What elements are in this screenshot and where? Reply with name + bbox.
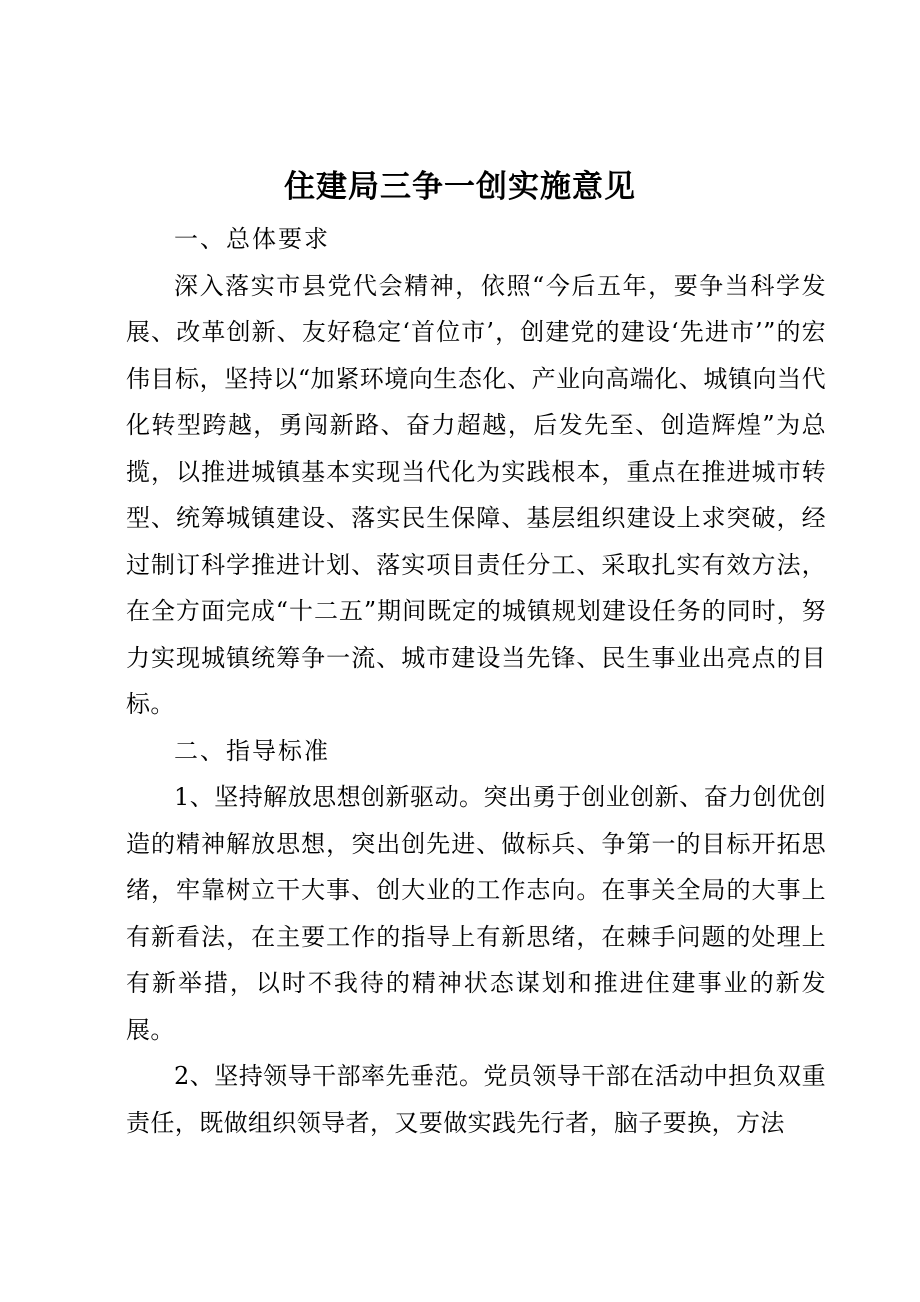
document-body	[126, 216, 826, 1146]
paragraph-item-2: 2、坚持领导干部率先垂范。党员领导干部在活动中担负双重责任，既做组织领导者，又要做实践先行者，脑子要换，方法	[126, 1062, 826, 1137]
section-heading-overall-requirements: 一、总体要求	[174, 225, 330, 253]
paragraph-item-1: 1、坚持解放思想创新驱动。突出勇于创业创新、奋力创优创造的精神解放思想，突出创先进、做标兵、争第一的目标开拓思绪，牢靠树立干大事、创大业的工作志向。在事关全局的大事上有新看法，在主要工作的指导上有新思绪，在棘手问题的处理上有新举措，以时不我待的精神状态谋划和推进住建事业的新发展。	[126, 783, 826, 1044]
section-heading-guiding-standards: 二、指导标准	[174, 736, 330, 765]
paragraph-overall-requirements: 深入落实市县党代会精神，依照“今后五年，要争当科学发展、改革创新、友好稳定‘首位市’，创建党的建设‘先进市’”的宏伟目标，坚持以“加紧环境向生态化、产业向高端化、城镇向当代化转型跨越，勇闯新路、奋力超越，后发先至、创造辉煌”为总揽，以推进城镇基本实现当代化为实践根本，重点在推进城市转型、统筹城镇建设、落实民生保障、基层组织建设上求突破，经过制订科学推进计划、落实项目责任分工、采取扎实有效方法，在全方面完成“十二五”期间既定的城镇规划建设任务的同时，努力实现城镇统筹争一流、城市建设当先锋、民生事业出亮点的目标。	[126, 271, 826, 718]
document-title: 住建局三争一创实施意见	[284, 169, 636, 205]
